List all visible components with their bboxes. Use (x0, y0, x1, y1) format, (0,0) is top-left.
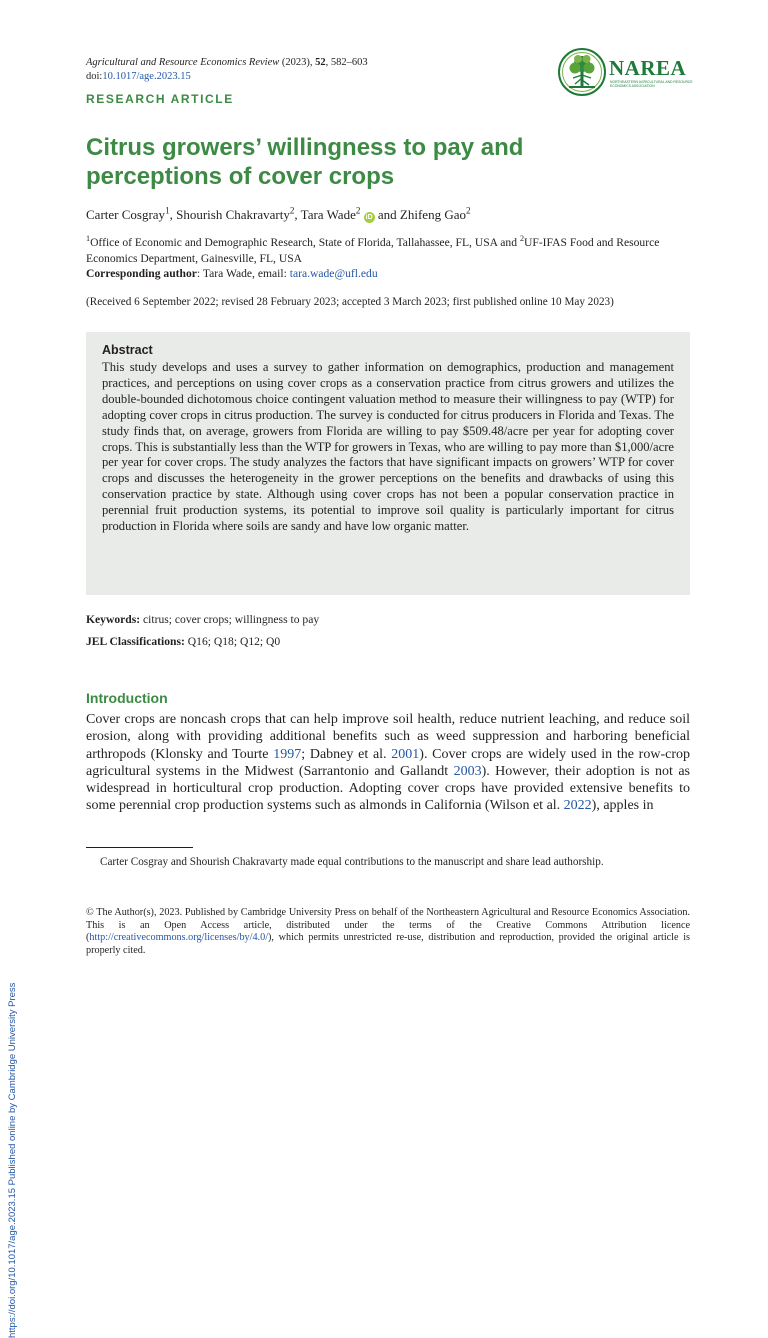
corresponding-text: : Tara Wade, email: (196, 267, 290, 280)
authorship-footnote: Carter Cosgray and Shourish Chakravarty made equal contributions to the manuscript and share lead authorship. (100, 856, 604, 868)
corresponding-author (86, 266, 691, 282)
author-separator: and (374, 207, 400, 222)
author-affil-mark: 2 (465, 205, 471, 216)
keywords-text: citrus; cover crops; willingness to pay (140, 613, 320, 626)
abstract-text: This study develops and uses a survey to gather information on demographics, production and management practices, and perceptions on using cover crops as a conservation practice from citrus growers and utilizes the double-bounded dichotomous choice contingent valuation method to measure their willingness to pay (WTP) for adopting cover crops in citrus production. The survey is conducted for citrus producers in Florida and Texas. The study finds that, on average, growers from Florida are willing to pay $509.48/acre per year for adopting cover crops. This is substantially less than the WTP for growers in Texas, who are willing to pay more than $1,000/acre per year for cover crops. The study analyzes the factors that have significant impacts on growers’ WTP for cover crops and discusses the heterogeneity in the grower perceptions on the benefits and drawbacks of using this conservation practice by state. Although using cover crops has not been a popular conservation practice in perennial fruit production systems, its potential to improve soil quality is particularly important for citrus production in Florida where soils are sandy and have low organic matter. (102, 360, 674, 534)
affiliation-2: UF-IFAS Food and Resource Economics Department, Gainesville, FL, USA (86, 236, 660, 265)
author-name: Carter Cosgray (86, 207, 166, 222)
keywords-label: Keywords: (86, 613, 141, 626)
logo-wordmark: NAREA (609, 56, 687, 80)
article-type-label: RESEARCH ARTICLE (86, 92, 234, 106)
doi-prefix: doi: (86, 71, 103, 82)
journal-citation (86, 56, 368, 70)
citation-link[interactable]: 2001 (391, 746, 420, 762)
keywords-line (86, 612, 696, 627)
intro-text: ). Cover crops are widely used in the row-crop agricultural systems in the Midwest (Sarrantonio and Gallandt (86, 746, 690, 779)
side-doi-strip (7, 318, 19, 1338)
affiliation-1: Office of Economic and Demographic Research, State of Florida, Tallahassee, FL, USA and (90, 236, 520, 249)
doi-line (86, 70, 368, 84)
intro-text: ; Dabney et al. (301, 746, 392, 762)
journal-year: (2023), (279, 57, 316, 68)
author-name: Tara Wade (300, 207, 356, 222)
doi-link[interactable]: 10.1017/age.2023.15 (102, 71, 191, 82)
intro-text: ), apples in (591, 798, 654, 814)
affil-mark: 1 (86, 234, 91, 244)
orcid-icon[interactable]: iD (365, 214, 373, 221)
jel-text: Q16; Q18; Q12; Q0 (184, 635, 281, 648)
journal-volume: 52 (315, 57, 326, 68)
author-separator: , (294, 207, 301, 222)
side-doi-link[interactable]: https://doi.org/10.1017/age.2023.15 (7, 1187, 18, 1338)
tree-emblem-icon (557, 47, 607, 97)
journal-header (86, 56, 368, 84)
footnote-rule (86, 847, 193, 848)
author-affil-mark: 2 (289, 205, 295, 216)
copyright-text: ), which permits unrestricted re-use, distribution and reproduction, provided the original article is properly cited. (86, 932, 690, 956)
corresponding-label: Corresponding author (86, 267, 197, 280)
author-affil-mark: 1 (165, 205, 170, 216)
abstract-heading: Abstract (102, 343, 153, 357)
intro-text: Cover crops are noncash crops that can help improve soil health, reduce nutrient leaching, and reduce soil erosion, along with providing additional benefits such as weed suppression and harboring beneficial arthropods (Klonsky and Tourte (86, 712, 690, 762)
affiliations (86, 235, 691, 282)
copyright-text: © The Author(s), 2023. Published by Cambridge University Press on behalf of the Northeastern Agricultural and Resource Economics Association. This is an Open Access article, distributed under the terms of the Creative Commons Attribution licence ( (86, 907, 690, 944)
author-name: Shourish Chakravarty (176, 207, 290, 222)
introduction-paragraph (86, 711, 690, 815)
jel-label: JEL Classifications: (86, 635, 185, 648)
introduction-heading: Introduction (86, 690, 168, 706)
affil-mark: 2 (519, 234, 524, 244)
journal-name: Agricultural and Resource Economics Review (86, 57, 280, 68)
logo-subtitle: NORTHEASTERN AGRICULTURAL AND RESOURCE ECONOMICS ASSOCIATION (610, 80, 693, 89)
citation-link[interactable]: 2022 (563, 798, 592, 814)
author-affil-mark: 2 (355, 205, 361, 216)
affiliation-text (86, 235, 691, 266)
citation-link[interactable]: 2003 (453, 763, 482, 779)
copyright-notice (86, 907, 690, 957)
author-name: Zhifeng Gao (399, 207, 466, 222)
corresponding-email-link[interactable]: tara.wade@ufl.edu (289, 267, 378, 280)
narea-logo (557, 47, 697, 97)
license-link[interactable]: http://creativecommons.org/licenses/by/4.0/ (89, 932, 269, 944)
side-published-note: Published online by Cambridge University Press (7, 982, 18, 1188)
received-dates: (Received 6 September 2022; revised 28 February 2023; accepted 3 March 2023; first published online 10 May 2023) (86, 296, 614, 308)
author-list (86, 206, 696, 223)
article-title: Citrus growers’ willingness to pay and perceptions of cover crops (86, 134, 524, 190)
journal-pages: , 582–603 (325, 57, 368, 68)
citation-link[interactable]: 1997 (273, 746, 302, 762)
author-separator: , (169, 207, 177, 222)
intro-text: ). However, their adoption is not as widespread in horticultural crop production. Adopting cover crops have provided extensive benefits to some perennial crop production systems such as almonds in California (Wilson et al. (86, 763, 690, 814)
jel-line (86, 634, 696, 649)
abstract-box (86, 332, 690, 595)
